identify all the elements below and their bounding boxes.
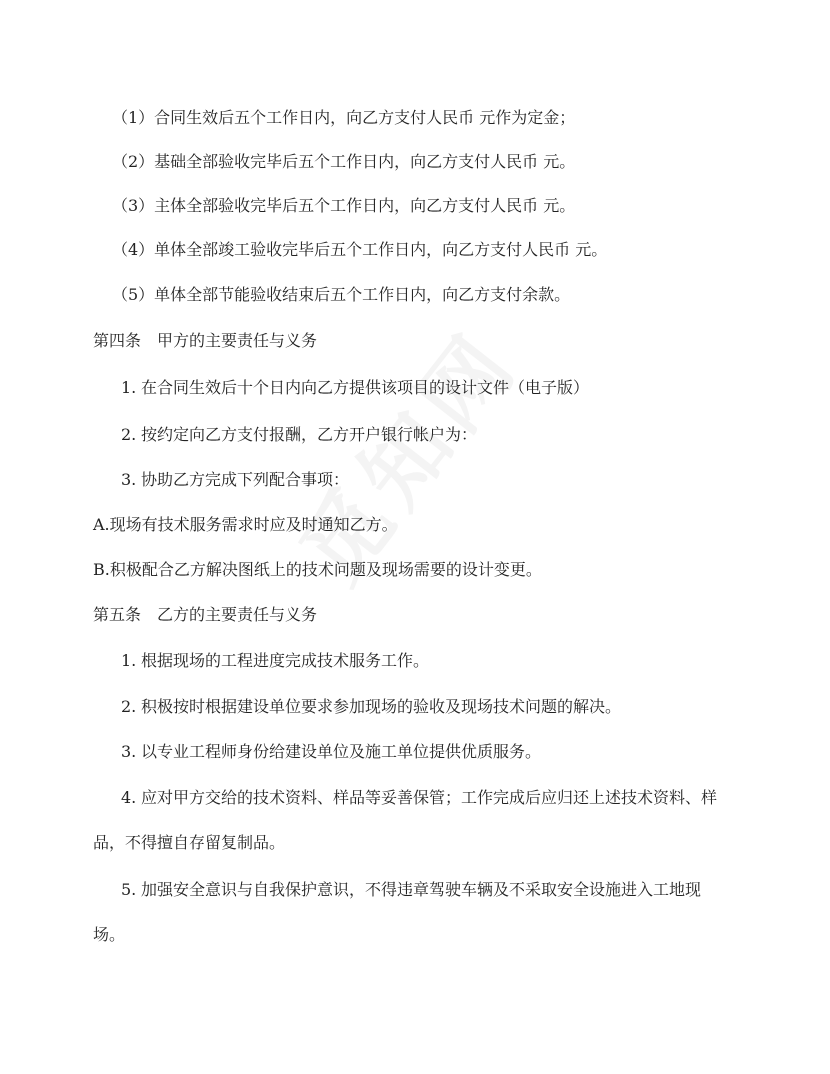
item-number: 3. (121, 742, 137, 761)
list-item (121, 742, 541, 762)
payment-item: （2）基础全部验收完毕后五个工作日内，向乙方支付人民币 元。 (112, 152, 576, 171)
sub-item: B.积极配合乙方解决图纸上的技术问题及现场需要的设计变更。 (93, 560, 542, 579)
payment-item: （4）单体全部竣工验收完毕后五个工作日内，向乙方支付人民币 元。 (112, 240, 608, 259)
item-number: 2. (121, 697, 137, 716)
list-item (121, 425, 477, 445)
list-item (121, 697, 621, 717)
item-text: 根据现场的工程进度完成技术服务工作。 (141, 651, 430, 670)
item-number: 2. (121, 425, 137, 444)
item-number: 3. (121, 470, 137, 489)
item-text: 加强安全意识与自我保护意识，不得违章驾驶车辆及不采取安全设施进入工地现 (141, 880, 702, 899)
payment-item: （5）单体全部节能验收结束后五个工作日内，向乙方支付余款。 (112, 285, 571, 304)
item-text: 应对甲方交给的技术资料、样品等妥善保管；工作完成后应归还上述技术资料、样 (141, 788, 718, 807)
item-continuation: 品，不得擅自存留复制品。 (93, 833, 286, 852)
item-text: 在合同生效后十个日内向乙方提供该项目的设计文件（电子版） (141, 378, 590, 397)
list-item (121, 788, 717, 808)
list-item (121, 880, 701, 900)
item-number: 1. (121, 651, 137, 670)
list-item (121, 651, 429, 671)
list-item (121, 378, 589, 398)
item-text: 以专业工程师身份给建设单位及施工单位提供优质服务。 (141, 742, 542, 761)
sub-item: A.现场有技术服务需求时应及时通知乙方。 (93, 515, 398, 534)
item-continuation: 场。 (93, 925, 126, 944)
article5-title: 第五条 乙方的主要责任与义务 (93, 605, 318, 624)
payment-item: （1）合同生效后五个工作日内，向乙方支付人民币 元作为定金； (112, 108, 576, 127)
item-number: 4. (121, 788, 137, 807)
article4-title: 第四条 甲方的主要责任与义务 (93, 331, 318, 350)
item-number: 5. (121, 880, 137, 899)
item-text: 协助乙方完成下列配合事项： (141, 470, 350, 489)
item-text: 积极按时根据建设单位要求参加现场的验收及现场技术问题的解决。 (141, 697, 622, 716)
list-item (121, 470, 349, 490)
payment-item: （3）主体全部验收完毕后五个工作日内，向乙方支付人民币 元。 (112, 196, 576, 215)
item-text: 按约定向乙方支付报酬，乙方开户银行帐户为： (141, 425, 478, 444)
item-number: 1. (121, 378, 137, 397)
